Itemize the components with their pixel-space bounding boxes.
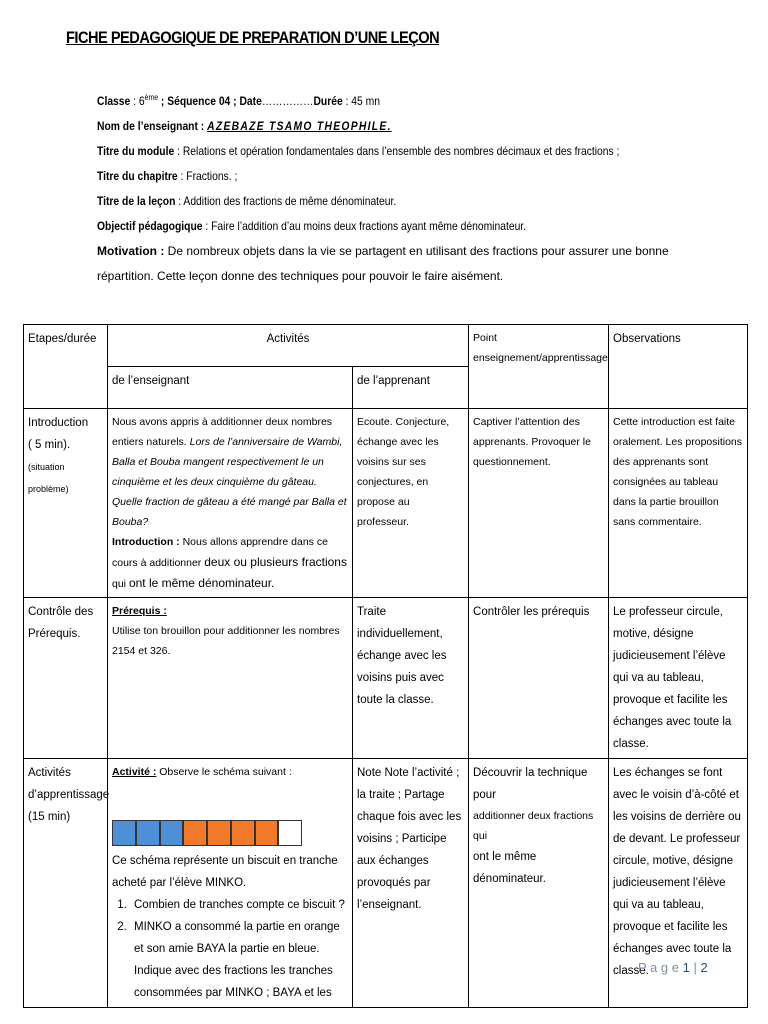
header-enseignant: de l’enseignant [108,367,353,409]
activites-apprenant: Note Note l’activité ; la traite ; Partage chaque fois avec les voisins ; Participe aux échanges provoqués par l’enseignant. [353,759,469,1008]
biscuit-diagram [112,820,302,846]
lesson-header [97,85,737,289]
biscuit-slice-blue [112,820,136,846]
biscuit-slice-blue [136,820,160,846]
question-list [112,894,348,1004]
question-2: 2. MINKO a consommé la partie en orange et son amie BAYA la partie en bleue. Indique avec des fractions les tranches consommées par MINKO ; BAYA et les [130,916,348,1004]
intro-point: Captiver l’attention des apprenants. Provoquer le questionnement. [469,409,609,598]
biscuit-slice-blue [160,820,184,846]
activites-enseignant: Activité : Observe le schéma suivant : Ce schéma représente un biscuit en tranche acheté par l’élève MINKO. 1. Combien de tranches compte ce biscuit ? 2. MINKO a consommé la partie en orange et son amie BAYA la partie en bleue. Indique avec des fractions les tranches consommées par MINKO ; BAYA et les [108,759,353,1008]
intro-observations: Cette introduction est faite oralement. Les propositions des apprenants sont consignées au tableau dans la partie brouillon sans commentaire. [609,409,748,598]
module-line: Titre du module : Relations et opération fondamentales dans l’ensemble des nombres décimaux et des fractions ; [97,144,620,158]
controle-enseignant: Prérequis : Utilise ton brouillon pour additionner les nombres 2154 et 326. [108,598,353,759]
controle-observations: Le professeur circule, motive, désigne judicieusement l’élève qui va au tableau, provoque et facilite les échanges avec toute la classe. [609,598,748,759]
intro-apprenant: Ecoute. Conjecture, échange avec les voisins sur ses conjectures, en propose au professeur. [353,409,469,598]
intro-etape: Introduction ( 5 min). (situation problème) [24,409,108,598]
header-activites: Activités [108,325,469,367]
activites-observations: Les échanges se font avec le voisin d’à-côté et les voisins de derrière ou de devant. Le professeur circule, motive, désigne judicieusement l’élève qui va au tableau, provoque et facilite les échanges avec toute la classe. [609,759,748,1008]
controle-point: Contrôler les prérequis [469,598,609,759]
motivation-line: Motivation : De nombreux objets dans la vie se partagent en utilisant des fractions pour assurer une bonne répartition. Cette leçon donne des techniques pour pouvoir le faire aisément. [97,244,669,283]
intro-enseignant: Nous avons appris à additionner deux nombres entiers naturels. Lors de l’anniversaire de Wambi, Balla et Bouba mangent respectivement le un cinquième et les deux cinquième du gâteau. Quelle fraction de gâteau a été mangé par Balla et Bouba? Introduction : Nous allons apprendre dans ce cours à additionner deux ou plusieurs fractions qui ont le même dénominateur. [108,409,353,598]
activites-point: Découvrir la technique pour additionner deux fractions qui ont le même dénominateur. [469,759,609,1008]
activites-etape: Activités d’apprentissage (15 min) [24,759,108,1008]
biscuit-slice-orange [231,820,255,846]
page-title: FICHE PEDAGOGIQUE DE PREPARATION D’UNE LEÇON [66,28,440,47]
biscuit-slice-orange [207,820,231,846]
teacher-line: Nom de l’enseignant : AZEBAZE TSAMO THEOPHILE. [97,119,392,133]
lesson-table [23,324,748,1008]
page-number: P a g e 1 | 2 [638,960,708,975]
header-observations: Observations [609,325,748,409]
chapitre-line: Titre du chapitre : Fractions. ; [97,169,238,183]
header-point: Point enseignement/apprentissage [469,325,609,409]
objectif-line: Objectif pédagogique : Faire l’addition d’au moins deux fractions ayant même dénominateur. [97,219,527,233]
question-1: 1. Combien de tranches compte ce biscuit ? [130,894,348,916]
biscuit-slice-orange [255,820,279,846]
header-etapes: Etapes/durée [24,325,108,409]
row-controle [24,598,748,759]
row-introduction [24,409,748,598]
classe-line: Classe : 6ème ; Séquence 04 ; Date……………Durée : 45 mn [97,93,380,108]
biscuit-slice-white [278,820,302,846]
controle-etape: Contrôle des Prérequis. [24,598,108,759]
teacher-name: AZEBAZE TSAMO THEOPHILE. [207,119,392,133]
header-apprenant: de l’apprenant [353,367,469,409]
lecon-line: Titre de la leçon : Addition des fractions de même dénominateur. [97,194,397,208]
controle-apprenant: Traite individuellement, échange avec les voisins puis avec toute la classe. [353,598,469,759]
biscuit-slice-orange [183,820,207,846]
